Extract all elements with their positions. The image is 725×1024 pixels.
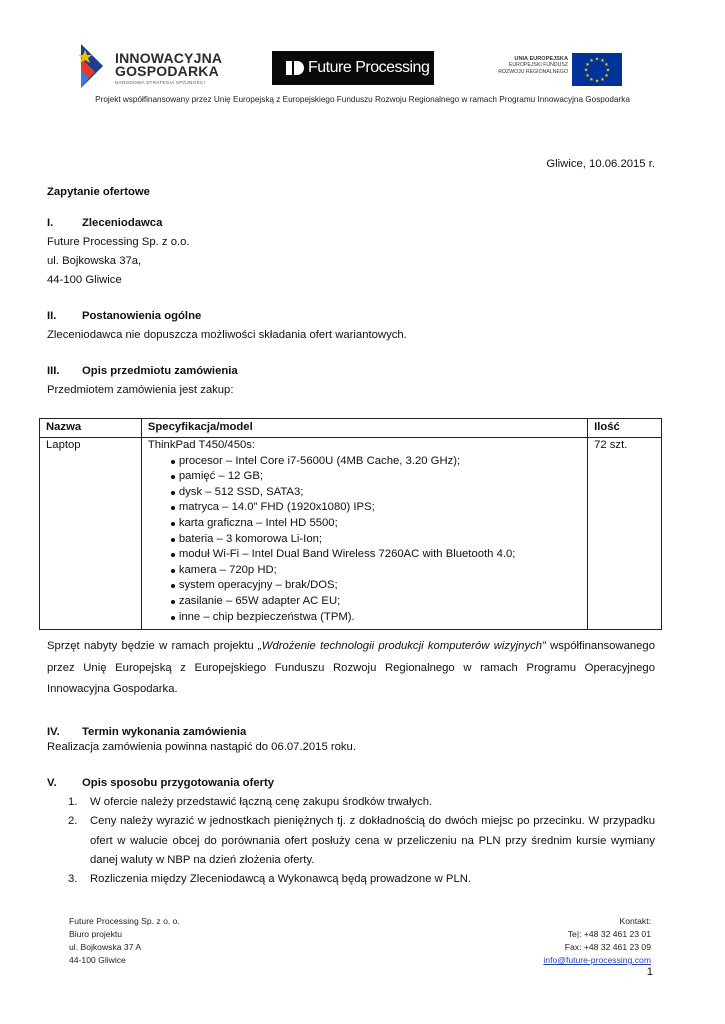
eu-star-icon: ★ [585,62,590,68]
eu-star-icon: ★ [604,62,609,68]
section-heading-2 [47,308,201,324]
spec-item: moduł Wi-Fi – Intel Dual Band Wireless 7260AC with Bluetooth 4.0; [148,547,581,563]
spec-item: kamera – 720p HD; [148,563,581,579]
future-processing-logo [272,51,434,85]
list-item [47,793,655,812]
footer-street: ul. Bojkowska 37 A [69,942,142,952]
logo-fp-text: Future Processing [308,59,430,76]
logo-ig-line1: INNOWACYJNA [115,50,223,66]
list-item-text: Rozliczenia między Zleceniodawcą a Wykonawcą będą prowadzone w PLN. [90,873,472,886]
spec-list [148,454,581,626]
document-title: Zapytanie ofertowe [47,186,150,198]
table-header-row [40,419,662,438]
section-heading-1 [47,215,162,231]
footer-email-link[interactable]: info@future-processing.com [543,955,651,965]
order-table [39,418,662,630]
innowacyjna-gospodarka-emblem-icon [77,44,111,90]
cofinancing-note: Projekt współfinansowany przez Unię Europejską z Europejskiego Funduszu Rozwoju Regionalnego w ramach Programu Innowacyjna Gospodarka [95,95,630,104]
footer-fax: Fax: +48 32 461 23 09 [564,942,651,952]
eu-star-icon: ★ [600,57,605,64]
cell-qty: 72 szt. [588,438,662,630]
section-number: III. [47,365,60,377]
cell-name: Laptop [40,438,142,630]
cell-spec [141,438,587,630]
eu-star-icon: ★ [604,73,609,79]
contractor-street: ul. Bojkowska 37a, [47,255,142,267]
spec-item: karta graficzna – Intel HD 5500; [148,516,581,532]
section-number: IV. [47,726,60,738]
eu-star-icon: ★ [594,56,600,63]
logo-eu-line3: ROZWOJU REGIONALNEGO [498,68,568,75]
project-para-after: współfinansowanego przez Unię Europejską z Europejskiego Funduszu Rozwoju Regionalnego w ramach Programu Operacyjnego Innowacyjna Gospodarka. [47,640,655,695]
project-para-before: Sprzęt nabyty będzie w ramach projektu [47,640,254,652]
section-heading-4 [47,724,246,740]
spec-item: dysk – 512 SSD, SATA3; [148,485,581,501]
innowacyjna-gospodarka-logo [77,44,227,90]
section-title: Zleceniodawca [82,217,163,229]
spec-item: system operacyjny – brak/DOS; [148,578,581,594]
section-title: Postanowienia ogólne [82,310,202,322]
list-item-text: W ofercie należy przedstawić łączną cenę zakupu środków trwałych. [90,796,433,808]
offer-instructions-list [47,793,655,889]
section4-text: Realizacja zamówienia powinna nastąpić do 06.07.2015 roku. [47,741,356,753]
eu-star-icon: ★ [589,77,594,84]
section2-text: Zleceniodawca nie dopuszcza możliwości składania ofert wariantowych. [47,329,407,341]
footer-contact [543,915,651,967]
document-date: Gliwice, 10.06.2015 r. [546,158,655,170]
eu-star-icon: ★ [600,77,605,84]
list-item [47,870,655,889]
spec-item: procesor – Intel Core i7-5600U (4MB Cache, 3.20 GHz); [148,454,581,470]
eu-fund-logo [486,51,622,87]
footer-address [69,915,180,967]
table-row [40,438,662,630]
section-number: V. [47,777,57,789]
col-header-name: Nazwa [40,419,142,438]
section-heading-5 [47,775,274,791]
project-name: „Wdrożenie technologii produkcji komputerów wizyjnych” [258,640,546,652]
cell-model: ThinkPad T450/450s: [147,439,256,451]
footer-phone: Te|: +48 32 461 23 01 [567,929,651,939]
footer-company: Future Processing Sp. z o. o. [69,916,180,926]
list-number: 3. [68,873,78,886]
footer-office: Biuro projektu [69,929,123,939]
list-number: 2. [68,815,78,828]
eu-star-icon: ★ [589,57,594,64]
section-title: Termin wykonania zamówienia [82,726,247,738]
logo-eu-line1: UNIA EUROPEJSKA [514,56,568,62]
footer-city: 44-100 Gliwice [69,955,126,965]
footer-contact-label: Kontakt: [619,916,651,926]
eu-star-icon: ★ [583,67,589,74]
logo-eu-line2: EUROPEJSKI FUNDUSZ [508,62,568,69]
eu-flag-icon [572,53,622,86]
section-heading-3 [47,363,238,379]
col-header-spec: Specyfikacja/model [141,419,587,438]
contractor-name: Future Processing Sp. z o.o. [47,236,190,248]
logo-ig-line2: GOSPODARKA [115,63,219,79]
col-header-qty: Ilość [588,419,662,438]
eu-star-icon: ★ [594,78,600,85]
section-title: Opis sposobu przygotowania oferty [82,777,275,789]
page-number: 1 [646,966,653,978]
spec-item: matryca – 14.0” FHD (1920x1080) IPS; [148,500,581,516]
section-title: Opis przedmiotu zamówienia [82,365,238,377]
list-item-text: Ceny należy wyrazić w jednostkach pieniężnych tj. z dokładnością do dwóch miejsc po przecinku. W przypadku ofert w walucie obcej do porównania ofert posłuży cena w przeliczeniu na PLN przy średnim kursie wymiany danej waluty w NBP na dzień złożenia oferty. [90,815,655,866]
eu-star-icon: ★ [605,67,611,74]
spec-item: inne – chip bezpieczeństwa (TPM). [148,610,581,626]
future-processing-mark-icon [286,61,304,75]
contractor-city: 44-100 Gliwice [47,274,122,286]
logo-ig-subtitle: NARODOWA STRATEGIA SPÓJNOŚCI [115,80,206,85]
eu-star-icon: ★ [585,73,590,79]
list-item [47,812,655,870]
section-number: I. [47,217,54,229]
spec-item: pamięć – 12 GB; [148,469,581,485]
section3-intro: Przedmiotem zamówienia jest zakup: [47,384,234,396]
spec-item: zasilanie – 65W adapter AC EU; [148,594,581,610]
spec-item: bateria – 3 komorowa Li-Ion; [148,532,581,548]
project-paragraph [47,636,655,701]
section-number: II. [47,310,57,322]
list-number: 1. [68,796,78,808]
